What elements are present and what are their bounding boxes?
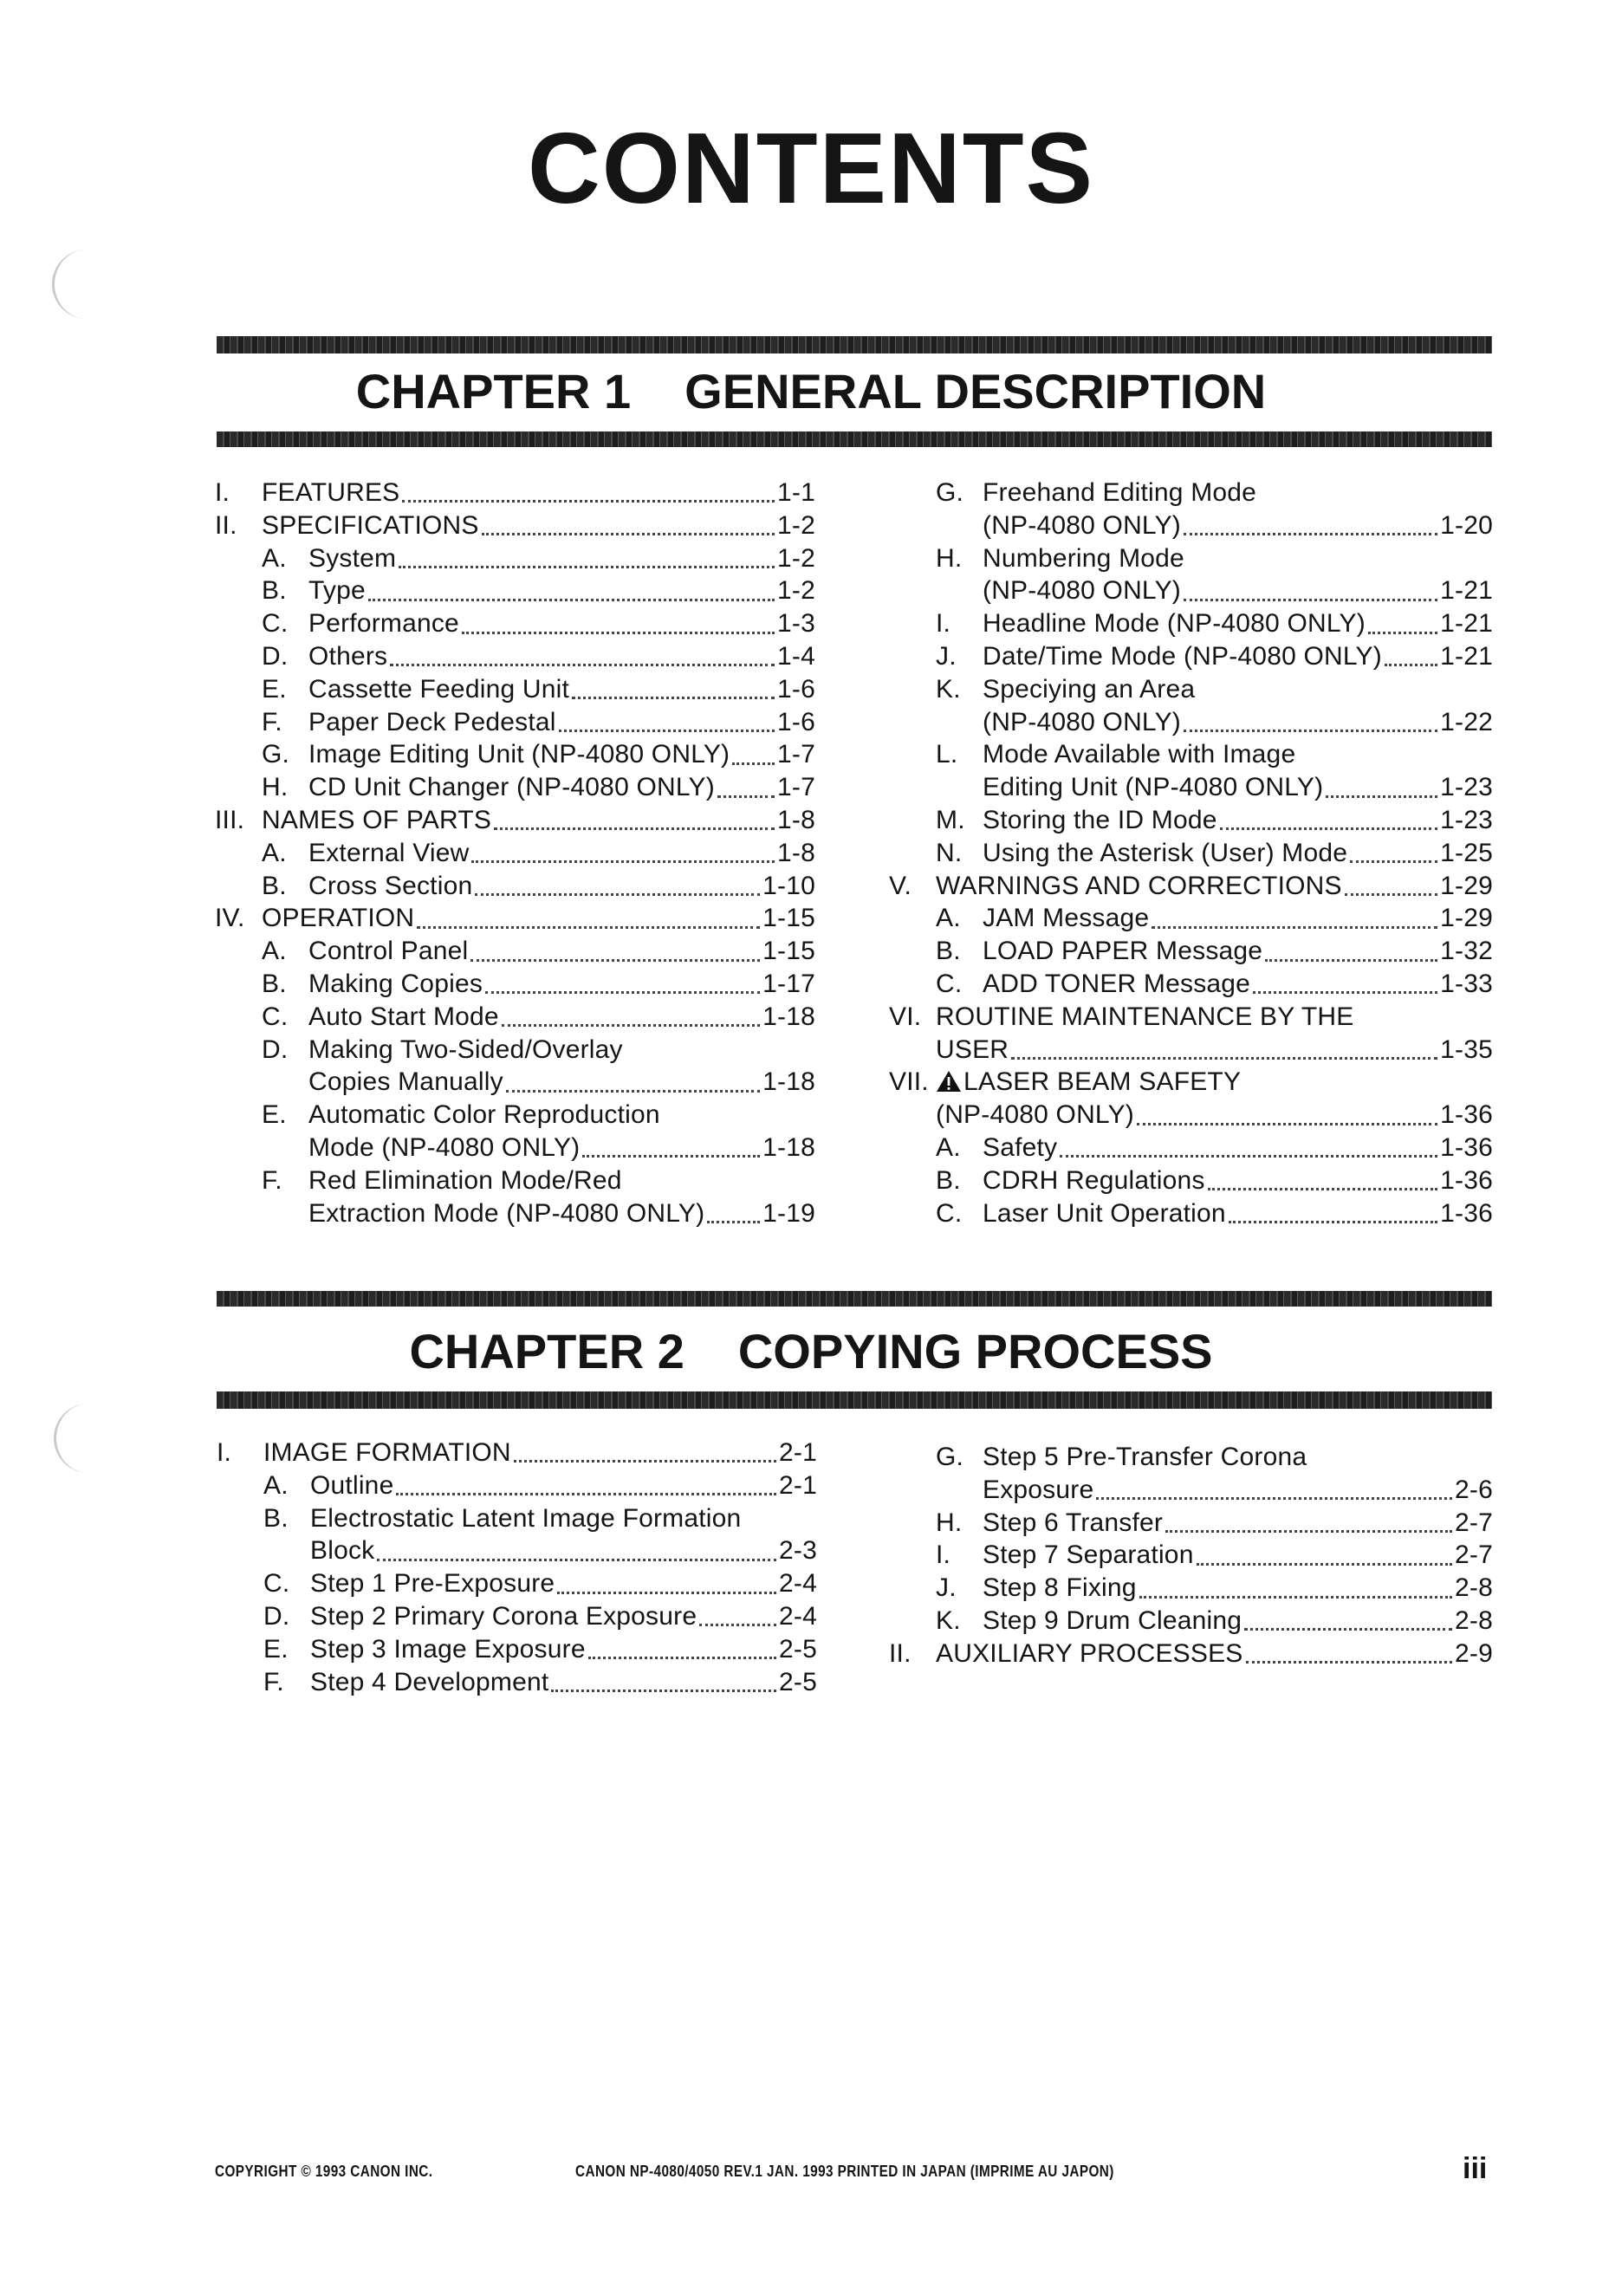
toc-entry [889,607,1493,640]
toc-entry [215,1001,815,1034]
toc-entry-marker: III. [215,805,245,834]
toc-entry-label: (NP-4080 ONLY) [983,510,1181,540]
toc-entry-label: Control Panel [308,937,469,966]
toc-entry-label: USER [936,1034,1009,1064]
toc-entry-label: WARNINGS AND CORRECTIONS [936,871,1342,900]
toc-entry-label: Editing Unit (NP-4080 ONLY) [983,773,1324,802]
toc-entry-page: 2-1 [779,1470,817,1500]
toc-entry-page: 1-17 [762,969,815,998]
toc-entry [215,673,815,706]
toc-entry-marker: B. [936,1165,961,1195]
toc-entry-page: 1-29 [1440,904,1493,933]
toc-entry-page: 2-4 [779,1569,817,1599]
toc-entry-label: Date/Time Mode (NP-4080 ONLY) [983,641,1382,671]
toc-entry-page: 1-3 [777,609,815,639]
toc-entry-marker: J. [936,641,957,671]
toc-entry-marker: D. [262,641,289,671]
toc-entry-page: 1-32 [1440,937,1493,966]
toc-entry-marker: L. [936,740,958,769]
toc-entry [889,1066,1493,1099]
toc-entry-label: FEATURES [262,478,400,507]
toc-entry-label: Step 2 Primary Corona Exposure [310,1601,697,1631]
toc-entry-marker: B. [263,1503,289,1533]
toc-entry-page: 1-18 [762,1067,815,1097]
toc-entry-label: Red Elimination Mode/Red [308,1165,622,1195]
toc-entry [215,1066,815,1099]
toc-entry [889,1099,1493,1132]
toc-entry [889,1539,1493,1572]
toc-entry-page: 1-21 [1440,576,1493,606]
toc-entry-label: Freehand Editing Mode [983,478,1257,507]
toc-entry-marker: A. [936,1132,961,1162]
toc-entry-label: Making Copies [308,969,483,998]
toc-entry-page: 1-18 [762,1132,815,1162]
toc-entry [217,1666,817,1699]
toc-dot-leader [368,599,775,601]
toc-dot-leader [1184,533,1437,535]
toc-dot-leader [1229,1221,1437,1223]
footer-page-number: iii [1463,2152,1488,2185]
chapter-1-bottom-rule [217,431,1492,447]
toc-entry-page: 1-36 [1440,1100,1493,1130]
toc-entry-page: 2-6 [1455,1475,1493,1504]
chapter-2-number: CHAPTER 2 [409,1324,684,1378]
toc-entry [889,1507,1493,1540]
toc-entry-marker: A. [936,904,961,933]
toc-entry-label: (NP-4080 ONLY) [936,1100,1134,1130]
toc-entry-page: 1-15 [762,904,815,933]
chapter-2-bottom-rule [217,1391,1492,1409]
toc-dot-leader [1011,1057,1437,1060]
toc-entry-label: IMAGE FORMATION [263,1438,511,1467]
toc-dot-leader [1244,1628,1452,1631]
toc-entry-page: 1-33 [1440,969,1493,998]
toc-entry-label: Step 3 Image Exposure [310,1634,586,1664]
toc-dot-leader [699,1624,776,1626]
toc-entry [217,1600,817,1633]
toc-entry-label: Safety [983,1132,1058,1162]
toc-entry-label: JAM Message [983,904,1150,933]
toc-dot-leader [1246,1661,1453,1664]
toc-entry-marker: H. [936,543,963,573]
toc-entry [217,1469,817,1502]
toc-entry-page: 1-21 [1440,641,1493,671]
chapter-1-top-rule [217,336,1492,353]
toc-entry-label: Headline Mode (NP-4080 ONLY) [983,609,1366,639]
toc-entry [889,1001,1493,1034]
toc-dot-leader [471,860,775,863]
toc-entry-page: 2-7 [1455,1540,1493,1570]
punch-hole-mark [52,250,88,319]
toc-entry-page: 1-8 [777,838,815,867]
toc-entry [215,804,815,837]
toc-dot-leader [1152,926,1437,929]
chapter-1-toc-left [215,477,815,1229]
toc-entry [215,1099,815,1132]
toc-entry-page: 1-36 [1440,1165,1493,1195]
toc-entry-label: ROUTINE MAINTENANCE BY THE [936,1002,1354,1031]
page-title: CONTENTS [528,112,1094,224]
footer-copyright: COPYRIGHT © 1993 CANON INC. [215,2163,433,2180]
toc-dot-leader [1139,1596,1452,1599]
toc-entry-page: 1-1 [777,478,815,507]
toc-entry-label: System [308,543,397,573]
toc-entry-page: 1-7 [777,740,815,769]
toc-entry-page: 1-25 [1440,838,1493,867]
toc-entry-marker: K. [936,674,961,704]
toc-entry-label: CD Unit Changer (NP-4080 ONLY) [308,773,715,802]
toc-entry-label: ADD TONER Message [983,969,1251,998]
toc-entry-marker: G. [936,478,964,507]
toc-entry [215,935,815,968]
toc-entry-page: 1-10 [762,871,815,900]
toc-dot-leader [1137,1123,1437,1125]
toc-entry [889,771,1493,804]
toc-entry-label: OPERATION [262,904,415,933]
toc-entry [889,1197,1493,1230]
toc-entry [889,1164,1493,1197]
toc-entry-marker: D. [263,1601,290,1631]
toc-entry-label: Making Two-Sided/Overlay [308,1034,623,1064]
toc-entry-page: 1-20 [1440,510,1493,540]
toc-entry-label: Cassette Feeding Unit [308,674,570,704]
toc-entry [215,706,815,739]
toc-entry-label: Step 6 Transfer [983,1508,1164,1537]
toc-dot-leader [399,566,775,568]
toc-entry [889,477,1493,509]
toc-entry-label: (NP-4080 ONLY) [983,576,1181,606]
chapter-1-toc-right [889,477,1493,1229]
toc-entry [889,640,1493,673]
toc-entry-marker: II. [889,1638,912,1668]
toc-entry-label: Step 5 Pre-Transfer Corona [983,1443,1307,1471]
toc-entry-marker: I. [215,478,230,507]
toc-entry-label: Step 7 Separation [983,1540,1194,1570]
toc-entry-label: Laser Unit Operation [983,1198,1226,1228]
toc-entry-marker: C. [936,969,963,998]
toc-dot-leader [494,827,775,830]
toc-entry [889,804,1493,837]
toc-entry-label: Mode (NP-4080 ONLY) [308,1132,581,1162]
toc-entry [215,1164,815,1197]
chapter-1-name: GENERAL DESCRIPTION [684,364,1267,418]
punch-hole-mark [54,1404,89,1473]
toc-dot-leader [1220,827,1438,830]
toc-entry-page: 1-6 [777,674,815,704]
toc-entry [215,1197,815,1230]
toc-entry-marker: J. [936,1573,957,1603]
toc-dot-leader [572,697,775,699]
toc-entry-marker: E. [262,1100,287,1130]
toc-entry-page: 1-23 [1440,805,1493,834]
toc-entry-page: 1-4 [777,641,815,671]
toc-entry [889,1441,1493,1474]
toc-entry-label: Paper Deck Pedestal [308,707,556,736]
toc-entry-page: 2-9 [1455,1638,1493,1668]
toc-entry-label: Copies Manually [308,1067,503,1097]
toc-entry-label: Outline [310,1470,394,1500]
toc-entry-label: Exposure [983,1475,1094,1504]
toc-entry-marker: M. [936,805,965,834]
toc-dot-leader [707,1221,760,1223]
toc-dot-leader [588,1657,776,1659]
toc-entry-label: Block [310,1536,375,1566]
toc-entry [217,1567,817,1600]
toc-dot-leader [732,762,775,765]
chapter-2-toc-right [889,1441,1493,1670]
toc-entry-marker: B. [262,576,287,606]
toc-entry [889,1605,1493,1638]
toc-dot-leader [1096,1497,1452,1500]
toc-dot-leader [475,893,760,896]
toc-entry-page: 1-23 [1440,773,1493,802]
toc-entry [215,509,815,542]
toc-entry-page: 1-22 [1440,707,1493,736]
toc-dot-leader [1265,959,1437,962]
toc-entry-page: 1-29 [1440,871,1493,900]
toc-entry-page: 1-6 [777,707,815,736]
toc-entry-marker: K. [936,1605,961,1635]
chapter-2-toc-left [217,1437,817,1698]
toc-entry-label: NAMES OF PARTS [262,805,492,834]
toc-entry [215,1132,815,1164]
toc-entry [889,1034,1493,1067]
toc-entry-label: SPECIFICATIONS [262,510,479,540]
toc-entry-label: LOAD PAPER Message [983,937,1263,966]
toc-entry-label: (NP-4080 ONLY) [983,707,1181,736]
toc-entry-marker: IV. [215,904,245,933]
toc-entry-page: 2-1 [779,1438,817,1467]
toc-entry-label: AUXILIARY PROCESSES [936,1638,1243,1668]
toc-entry-marker: N. [936,838,963,867]
warning-triangle-icon [936,1066,962,1099]
toc-entry [215,738,815,771]
toc-entry-label: Speciying an Area [983,674,1196,704]
toc-dot-leader [1184,599,1437,601]
toc-entry-marker: C. [262,1002,289,1031]
toc-dot-leader [485,991,760,994]
toc-dot-leader [1368,632,1437,634]
toc-entry-page: 2-8 [1455,1573,1493,1603]
toc-entry-marker: F. [263,1667,284,1696]
toc-dot-leader [1326,795,1437,798]
toc-entry-marker: B. [936,937,961,966]
toc-entry-marker: E. [262,674,287,704]
toc-entry-page: 2-5 [779,1667,817,1696]
toc-dot-leader [1165,1530,1452,1533]
toc-dot-leader [582,1155,760,1158]
toc-entry-marker: C. [936,1198,963,1228]
toc-entry-marker: F. [262,1165,282,1195]
toc-dot-leader [1385,664,1437,666]
toc-entry-marker: B. [262,969,287,998]
toc-entry-marker: I. [936,1540,951,1570]
toc-entry-marker: II. [215,510,237,540]
toc-dot-leader [1184,730,1437,732]
toc-entry-label: Numbering Mode [983,543,1184,573]
toc-entry-label: Performance [308,609,459,639]
toc-entry-label: Using the Asterisk (User) Mode [983,838,1348,867]
toc-dot-leader [1208,1188,1438,1190]
toc-entry [889,673,1493,706]
toc-entry [889,1572,1493,1605]
toc-entry [889,902,1493,935]
toc-dot-leader [1350,860,1437,863]
toc-entry-page: 1-2 [777,576,815,606]
toc-dot-leader [1345,893,1437,896]
toc-entry-marker: I. [217,1438,232,1467]
toc-entry-page: 1-8 [777,805,815,834]
toc-dot-leader [506,1090,760,1093]
toc-entry-marker: H. [262,773,289,802]
toc-entry-marker: A. [262,838,287,867]
toc-entry-marker: F. [262,707,282,736]
toc-entry-page: 1-35 [1440,1034,1493,1064]
toc-dot-leader [390,664,775,666]
toc-entry [889,1474,1493,1507]
toc-dot-leader [502,1024,760,1027]
toc-entry-page: 1-19 [762,1198,815,1228]
toc-entry [889,509,1493,542]
toc-entry [889,837,1493,870]
toc-entry [215,771,815,804]
toc-entry-label: Type [308,576,366,606]
toc-entry-marker: H. [936,1508,963,1537]
toc-entry-marker: E. [263,1634,289,1664]
toc-entry-marker: C. [262,609,289,639]
toc-dot-leader [551,1690,776,1692]
toc-entry-label: Mode Available with Image [983,740,1296,769]
toc-entry-label: Electrostatic Latent Image Formation [310,1503,742,1533]
toc-entry-page: 1-21 [1440,609,1493,639]
toc-entry-marker: I. [936,609,951,639]
toc-entry-marker: G. [936,1443,964,1471]
toc-entry-page: 2-4 [779,1601,817,1631]
toc-entry-label: Others [308,641,388,671]
toc-dot-leader [557,1592,776,1594]
toc-entry [215,1034,815,1067]
toc-dot-leader [396,1493,776,1495]
toc-entry-marker: A. [263,1470,289,1500]
footer-edition: CANON NP-4080/4050 REV.1 JAN. 1993 PRINTED IN JAPAN (IMPRIME AU JAPON) [575,2163,1114,2180]
chapter-1-number: CHAPTER 1 [355,364,632,418]
toc-entry [217,1502,817,1535]
toc-entry [215,902,815,935]
toc-dot-leader [559,730,775,732]
toc-dot-leader [1253,991,1437,994]
toc-entry [215,477,815,509]
toc-entry-page: 1-2 [777,543,815,573]
toc-entry [889,542,1493,575]
chapter-1-heading [0,364,1622,418]
toc-dot-leader [514,1460,776,1463]
toc-entry-label: External View [308,838,470,867]
toc-entry-marker: G. [262,740,290,769]
toc-dot-leader [462,632,775,634]
toc-dot-leader [1060,1155,1437,1158]
toc-dot-leader [482,533,775,535]
toc-dot-leader [1197,1563,1452,1566]
toc-entry-label: Cross Section [308,871,473,900]
toc-entry-marker: C. [263,1569,290,1599]
toc-entry [889,706,1493,739]
toc-entry [215,607,815,640]
toc-entry [889,574,1493,607]
toc-entry [889,738,1493,771]
toc-entry-page: 2-7 [1455,1508,1493,1537]
toc-entry-label: Storing the ID Mode [983,805,1217,834]
toc-entry-page: 1-7 [777,773,815,802]
toc-entry-marker: A. [262,937,287,966]
toc-dot-leader [717,795,775,798]
toc-entry-label: Step 9 Drum Cleaning [983,1605,1242,1635]
toc-entry-marker: A. [262,543,287,573]
toc-entry-page: 1-15 [762,937,815,966]
toc-entry-page: 1-2 [777,510,815,540]
toc-entry-page: 1-18 [762,1002,815,1031]
toc-entry-marker: VI. [889,1002,922,1031]
toc-entry-label: Auto Start Mode [308,1002,499,1031]
toc-dot-leader [470,959,760,962]
toc-entry-label: Automatic Color Reproduction [308,1100,660,1130]
toc-entry [217,1437,817,1469]
toc-dot-leader [417,926,760,929]
toc-entry [215,870,815,903]
toc-entry-page: 1-36 [1440,1198,1493,1228]
toc-entry [215,968,815,1001]
toc-entry [215,542,815,575]
toc-entry-label: Step 1 Pre-Exposure [310,1569,555,1599]
toc-entry-label: Step 4 Development [310,1667,549,1696]
toc-entry-page: 2-5 [779,1634,817,1664]
toc-dot-leader [402,500,775,503]
toc-entry [889,935,1493,968]
toc-entry [217,1633,817,1666]
chapter-2-heading [0,1324,1622,1378]
toc-entry-marker: D. [262,1034,289,1064]
toc-entry-marker: VII. [889,1067,929,1097]
toc-dot-leader [377,1559,776,1561]
toc-entry [215,837,815,870]
toc-entry-label: LASER BEAM SAFETY [963,1067,1242,1097]
toc-entry [215,574,815,607]
chapter-2-name: COPYING PROCESS [737,1324,1213,1378]
toc-entry-label: Image Editing Unit (NP-4080 ONLY) [308,740,730,769]
toc-entry [889,870,1493,903]
toc-entry-page: 2-3 [779,1536,817,1566]
toc-entry-marker: B. [262,871,287,900]
toc-entry-label: CDRH Regulations [983,1165,1205,1195]
toc-entry [889,1132,1493,1164]
chapter-2-top-rule [217,1291,1492,1307]
toc-entry [217,1534,817,1567]
toc-entry-marker: V. [889,871,912,900]
toc-entry [889,968,1493,1001]
toc-entry [215,640,815,673]
toc-entry-label: Extraction Mode (NP-4080 ONLY) [308,1198,705,1228]
toc-entry [889,1638,1493,1670]
toc-entry-page: 1-36 [1440,1132,1493,1162]
toc-entry-label: Step 8 Fixing [983,1573,1137,1603]
toc-entry-page: 2-8 [1455,1605,1493,1635]
